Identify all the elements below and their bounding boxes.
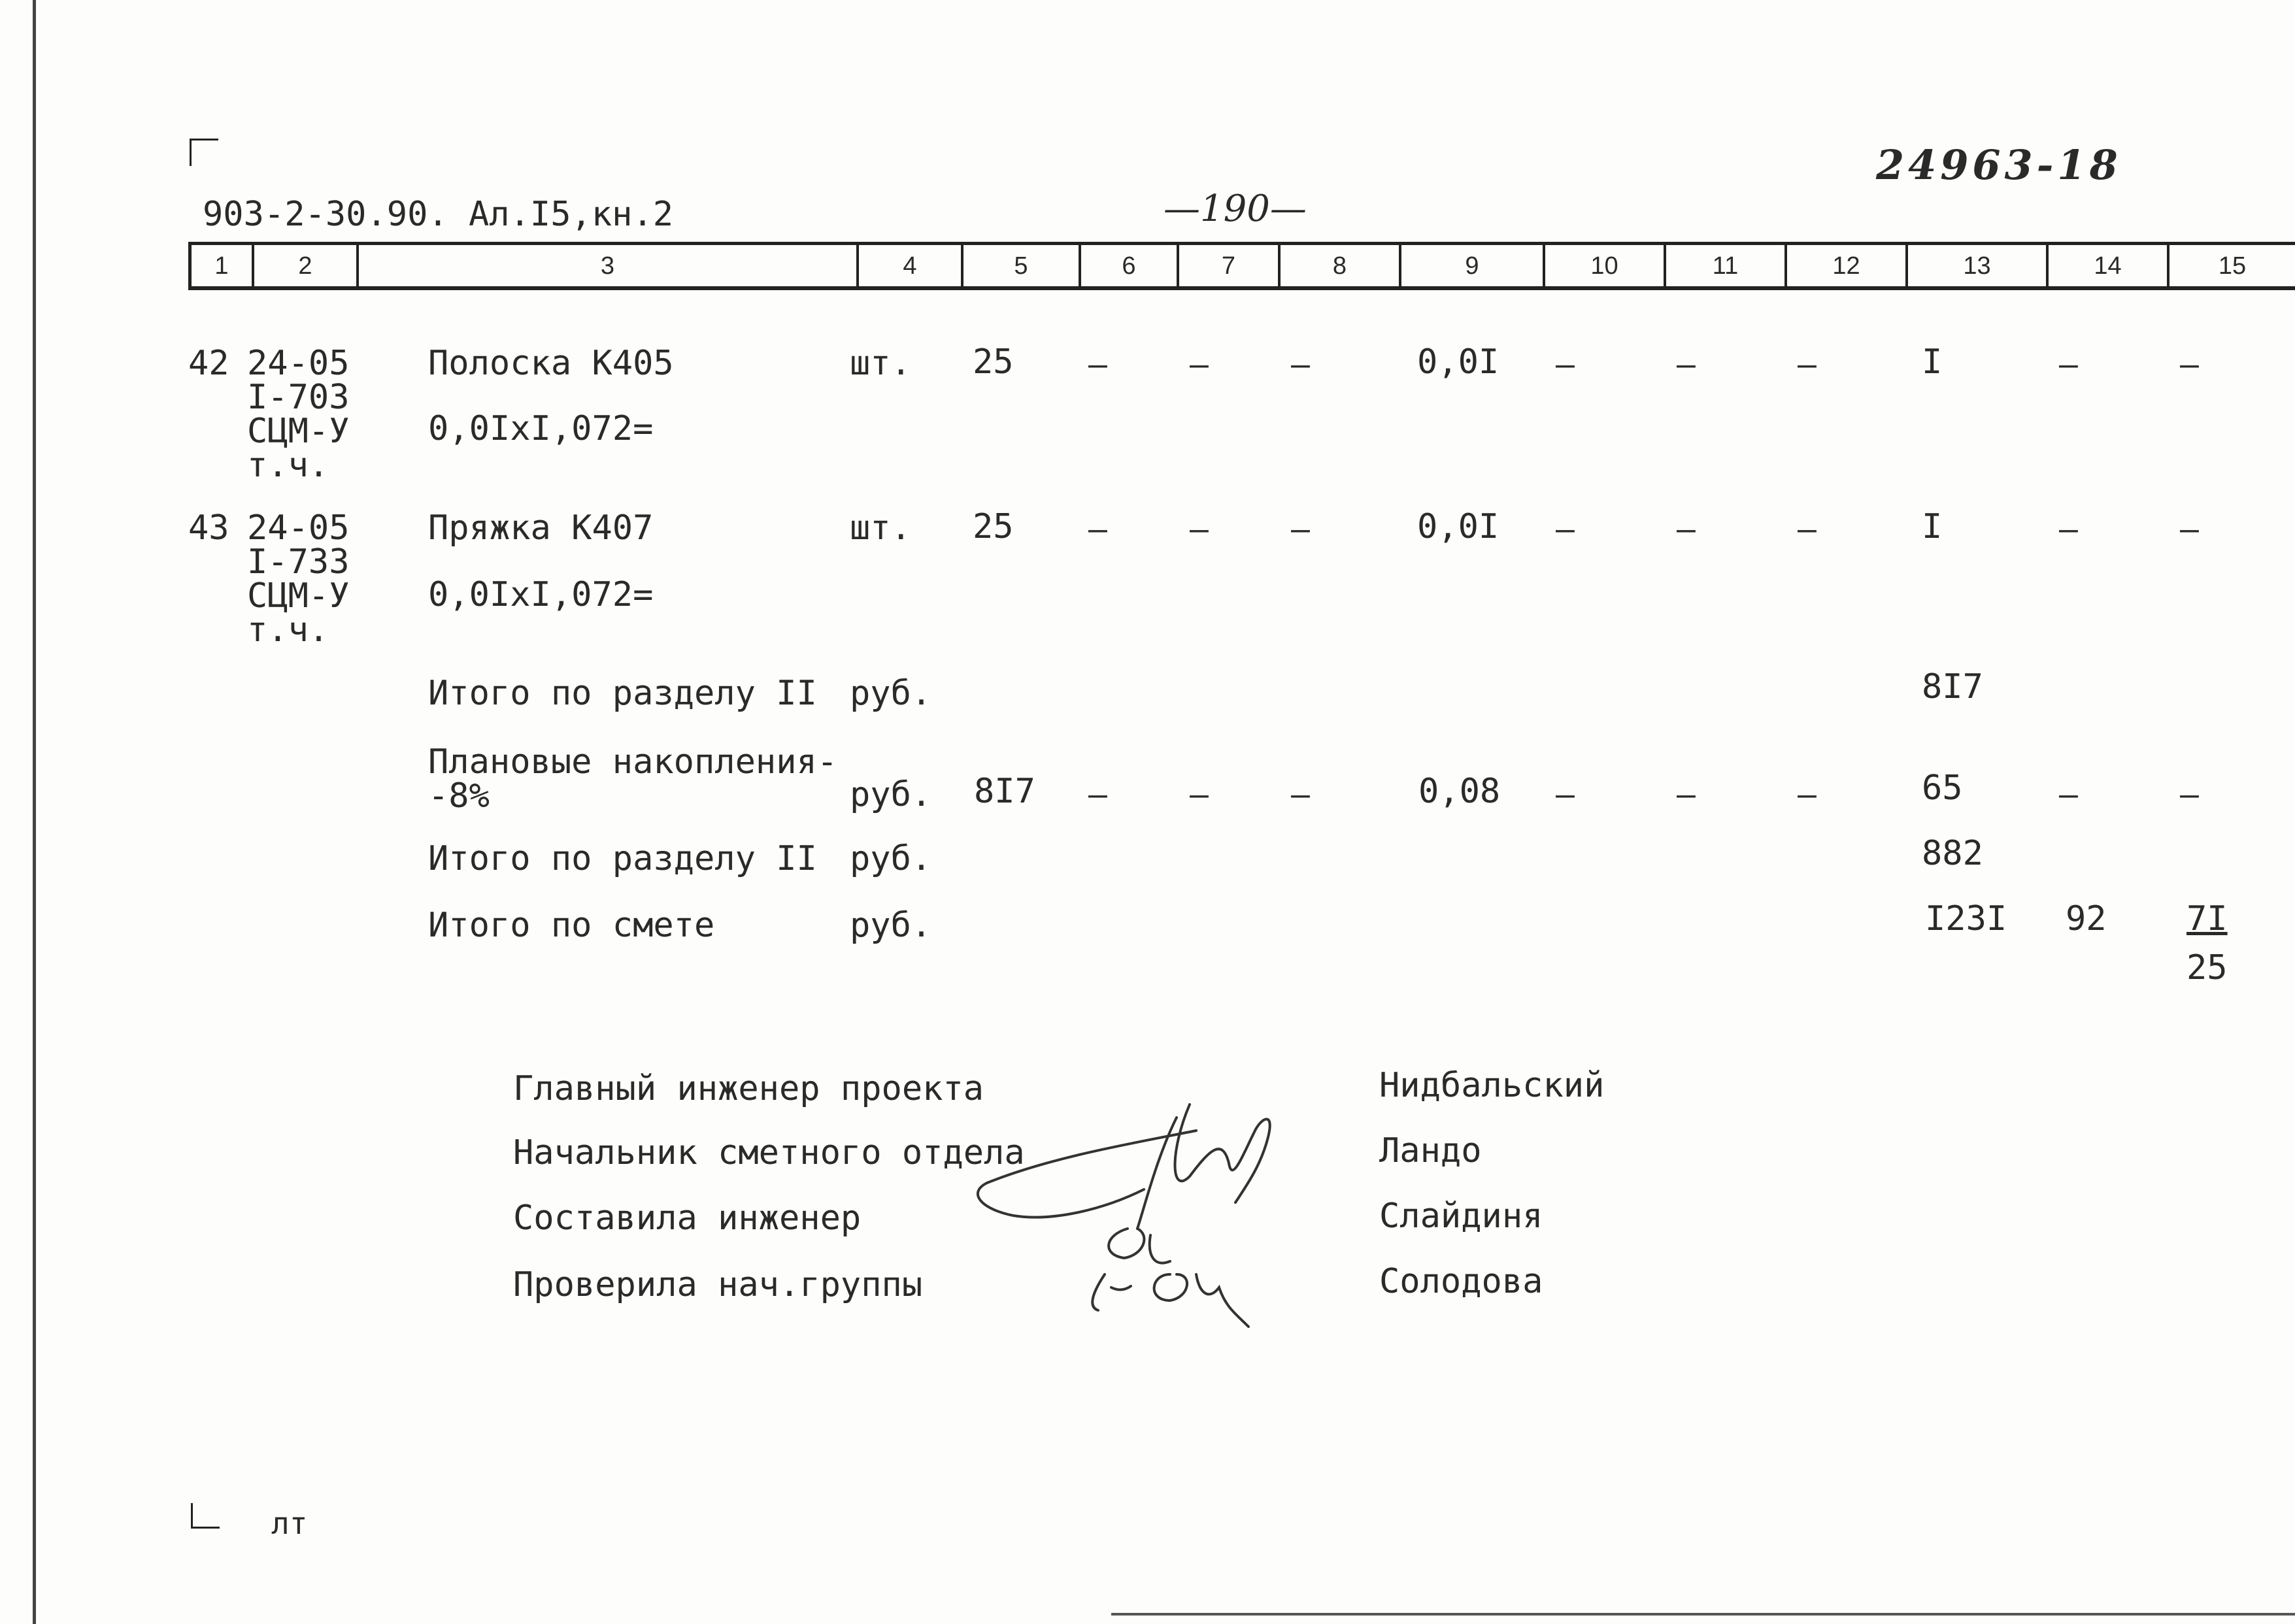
estimate-total-col15-bottom: 25 [2186, 948, 2228, 987]
estimate-total-col13: I23I [1925, 899, 2007, 938]
signature-role: Главный инженер проекта [513, 1069, 984, 1108]
estimate-total-label: Итого по смете [428, 906, 715, 945]
row-code-line: I-733 [247, 542, 350, 582]
corner-mark-top [190, 139, 218, 141]
column-number: 5 [1014, 252, 1028, 280]
estimate-total-col15-top: 7I [2186, 899, 2228, 938]
column-number: 3 [600, 252, 615, 280]
row-code-line: СЦМ-У [247, 576, 350, 616]
row-col9: 0,0I [1417, 507, 1499, 546]
dash: — [1291, 346, 1310, 383]
row-code-line: т.ч. [247, 446, 329, 485]
binding-line [33, 0, 36, 1624]
planned-savings-label-2: -8% [428, 776, 490, 816]
dash: — [1088, 511, 1107, 548]
dash: — [1190, 346, 1209, 383]
footer-mark: лт [271, 1506, 308, 1541]
row-formula: 0,0IxI,072= [428, 575, 654, 614]
row-col5: 25 [973, 507, 1014, 546]
section-total-value: 8I7 [1922, 667, 1983, 706]
row-number: 42 [188, 344, 229, 383]
row-col13: I [1922, 507, 1943, 546]
dash: — [1190, 511, 1209, 548]
dash: — [1190, 776, 1209, 813]
row-code-line: I-703 [247, 378, 350, 417]
document-code: 903-2-30.90. Ал.I5,кн.2 [203, 195, 674, 234]
dash: — [1556, 776, 1575, 813]
signature-name: Слайдиня [1379, 1197, 1543, 1236]
signature-name: Нидбальский [1379, 1066, 1605, 1105]
row-code-line: т.ч. [247, 610, 329, 650]
dash: — [1677, 776, 1696, 813]
page-number: —190— [1164, 188, 1307, 230]
dash: — [2180, 346, 2199, 383]
handwritten-signature [974, 1078, 1340, 1340]
estimate-total-unit: руб. [850, 906, 932, 945]
dash: — [1798, 776, 1817, 813]
planned-savings-base: 8I7 [974, 772, 1035, 811]
planned-savings-label: Плановые накопления- [428, 742, 838, 782]
column-number: 10 [1590, 252, 1618, 280]
signature-role: Начальник сметного отдела [513, 1133, 1025, 1172]
bottom-edge-line [1111, 1613, 2295, 1616]
planned-savings-rate: 0,08 [1418, 772, 1501, 811]
row-code-line: 24-05 [247, 344, 350, 383]
dash: — [1798, 511, 1817, 548]
column-number: 15 [2218, 252, 2247, 280]
row-col13: I [1922, 342, 1943, 382]
row-code-line: СЦМ-У [247, 412, 350, 451]
planned-savings-value: 65 [1922, 769, 1963, 808]
column-number: 7 [1221, 252, 1236, 280]
row-name: Пряжка К407 [428, 508, 654, 548]
section-total-value: 882 [1922, 834, 1983, 873]
dash: — [1088, 776, 1107, 813]
dash: — [1291, 511, 1310, 548]
dash: — [1677, 511, 1696, 548]
dash: — [1556, 511, 1575, 548]
column-number: 11 [1712, 252, 1739, 280]
signature-role: Составила инженер [513, 1199, 862, 1238]
stamp-number: 24963-18 [1876, 141, 2122, 189]
column-number: 14 [2094, 252, 2122, 280]
dash: — [1088, 346, 1107, 383]
dash: — [1798, 346, 1817, 383]
row-unit: шт. [850, 508, 911, 548]
signature-name: Ландо [1379, 1131, 1482, 1170]
section-total-unit: руб. [850, 674, 932, 713]
column-number: 12 [1832, 252, 1860, 280]
corner-mark-bottom-v [191, 1503, 193, 1528]
section-total-label: Итого по разделу II [428, 839, 817, 878]
column-number: 6 [1122, 252, 1136, 280]
corner-mark-bottom [191, 1527, 220, 1529]
row-unit: шт. [850, 344, 911, 383]
dash: — [1677, 346, 1696, 383]
planned-savings-unit: руб. [850, 775, 932, 814]
section-total-unit: руб. [850, 839, 932, 878]
row-formula: 0,0IxI,072= [428, 409, 654, 448]
column-number: 9 [1465, 252, 1479, 280]
header-bottom-line [188, 286, 2295, 290]
column-number: 8 [1332, 252, 1347, 280]
signature-role: Проверила нач.группы [513, 1265, 923, 1304]
row-code-line: 24-05 [247, 508, 350, 548]
section-total-label: Итого по разделу II [428, 674, 817, 713]
dash: — [2059, 511, 2078, 548]
column-number: 2 [298, 252, 312, 280]
column-number: 1 [214, 252, 229, 280]
row-col5: 25 [973, 342, 1014, 382]
signature-name: Солодова [1379, 1262, 1543, 1301]
header-top-line [188, 242, 2295, 245]
dash: — [2059, 346, 2078, 383]
dash: — [2180, 511, 2199, 548]
dash: — [2180, 776, 2199, 813]
row-number: 43 [188, 508, 229, 548]
estimate-total-col14: 92 [2066, 899, 2107, 938]
row-col9: 0,0I [1417, 342, 1499, 382]
column-number: 13 [1963, 252, 1991, 280]
corner-mark-top-v [190, 139, 192, 166]
dash: — [1291, 776, 1310, 813]
row-name: Полоска К405 [428, 344, 674, 383]
dash: — [1556, 346, 1575, 383]
column-number: 4 [903, 252, 917, 280]
dash: — [2059, 776, 2078, 813]
